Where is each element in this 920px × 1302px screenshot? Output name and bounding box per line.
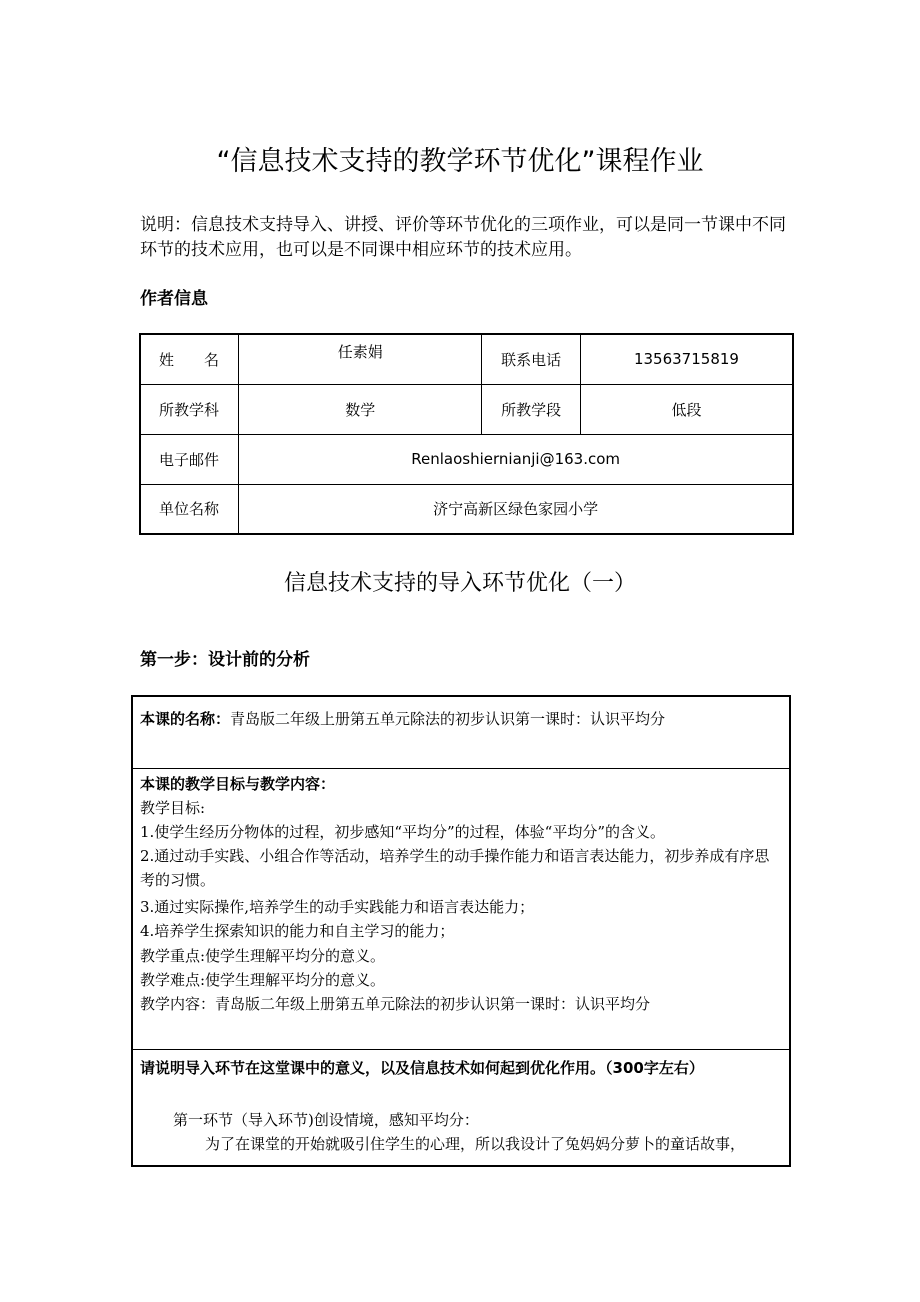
email-value: Renlaoshiernianji@163.com	[239, 434, 793, 484]
goal-1: 1.使学生经历分物体的过程，初步感知“平均分”的过程，体验“平均分”的含义。	[140, 823, 665, 841]
section-title: 信息技术支持的导入环节优化（一）	[283, 571, 636, 596]
subject-value: 数学	[239, 384, 482, 434]
analysis-box	[131, 695, 791, 1167]
answer-line-1: 第一环节（导入环节)创设情境，感知平均分：	[173, 1111, 479, 1129]
goals-row	[133, 769, 789, 1050]
unit-label: 单位名称	[140, 484, 239, 534]
lesson-name-label: 本课的名称：	[140, 710, 231, 728]
name-value: 任素娟	[239, 334, 482, 384]
question-row	[133, 1050, 789, 1165]
goals-heading: 本课的教学目标与教学内容：	[140, 775, 336, 793]
step1-heading: 第一步：设计前的分析	[140, 650, 310, 670]
name-label: 姓 名	[140, 334, 239, 384]
phone-label: 联系电话	[482, 334, 581, 384]
phone-value: 13563715819	[580, 334, 793, 384]
subject-label: 所教学科	[140, 384, 239, 434]
author-info-table	[139, 333, 794, 535]
lesson-name-row	[133, 697, 789, 769]
answer-line-2: 为了在课堂的开始就吸引住学生的心理，所以我设计了兔妈妈分萝卜的童话故事，	[205, 1135, 746, 1153]
goal-3: 3.通过实际操作,培养学生的动手实践能力和语言表达能力；	[140, 898, 535, 916]
goals-label: 教学目标:	[140, 799, 206, 817]
question-text: 请说明导入环节在这堂课中的意义，以及信息技术如何起到优化作用。（300字左右）	[140, 1059, 704, 1077]
stage-label: 所教学段	[482, 384, 581, 434]
author-info-heading: 作者信息	[140, 289, 208, 309]
stage-value: 低段	[580, 384, 793, 434]
intro-text: 说明：信息技术支持导入、讲授、评价等环节优化的三项作业，可以是同一节课中不同环节的技术应用，也可以是不同课中相应环节的技术应用。	[140, 215, 786, 260]
difficulty: 教学难点:使学生理解平均分的意义。	[140, 971, 386, 989]
unit-value: 济宁高新区绿色家园小学	[239, 484, 793, 534]
page-title: “信息技术支持的教学环节优化”课程作业	[216, 146, 704, 177]
teaching-content: 教学内容：青岛版二年级上册第五单元除法的初步认识第一课时：认识平均分	[140, 995, 651, 1013]
key-point: 教学重点:使学生理解平均分的意义。	[140, 947, 386, 965]
goal-2: 2.通过动手实践、小组合作等活动，培养学生的动手操作能力和语言表达能力，初步养成有序思考的习惯。	[140, 847, 770, 889]
email-label: 电子邮件	[140, 434, 239, 484]
goal-4: 4.培养学生探索知识的能力和自主学习的能力；	[140, 922, 455, 940]
lesson-name-value: 青岛版二年级上册第五单元除法的初步认识第一课时：认识平均分	[230, 710, 666, 728]
